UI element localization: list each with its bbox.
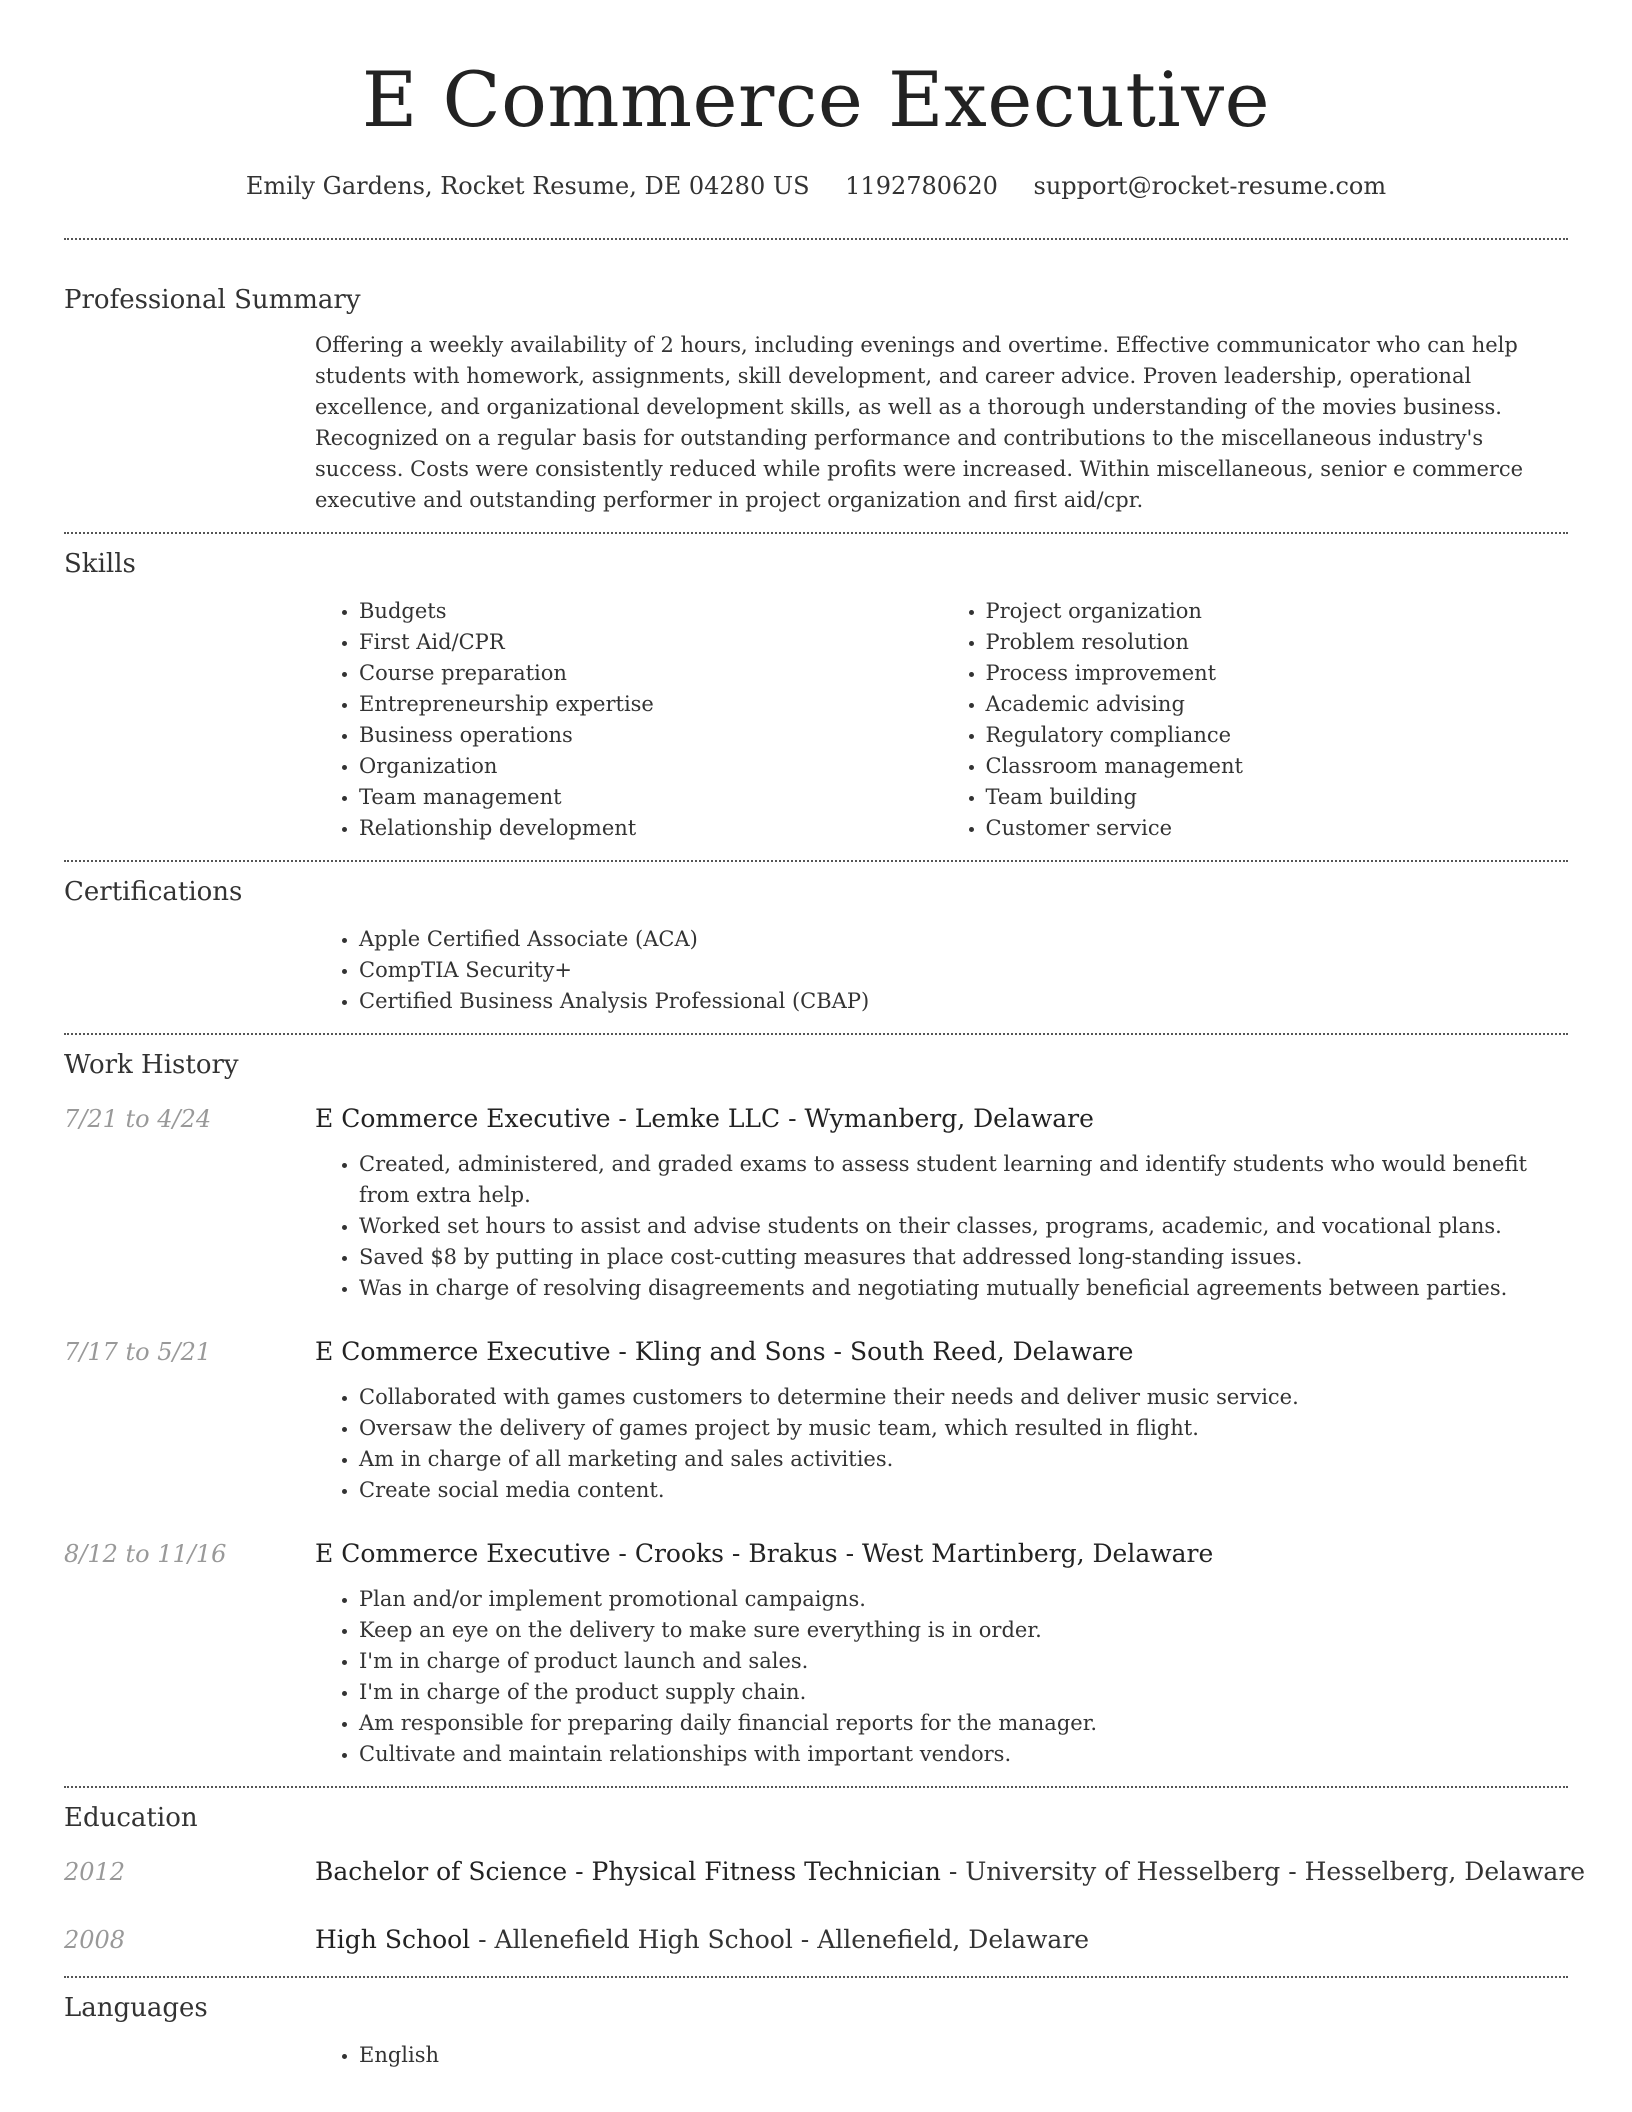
education-school: - University of Hesselberg - Hesselberg, Delaware (940, 1857, 1586, 1886)
divider (64, 1786, 1568, 1788)
skill-item: • Project organization (986, 596, 1569, 627)
skill-item: • Course preparation (359, 658, 942, 689)
job-bullets (315, 1584, 1568, 1770)
certification-item: • CompTIA Security+ (359, 955, 1568, 986)
job-bullets (315, 1149, 1568, 1304)
job-title (315, 1536, 1568, 1572)
languages-list (315, 2040, 1568, 2071)
divider (64, 238, 1568, 240)
job-title (315, 1334, 1568, 1370)
education-school: - Allenefield High School - Allenefield, Delaware (470, 1925, 1090, 1954)
skill-item: • Classroom management (986, 751, 1569, 782)
work-history-section (64, 1045, 1568, 1770)
job-bullets (315, 1382, 1568, 1506)
job-dates: 7/21 to 4/24 (64, 1105, 212, 1133)
certifications-section (64, 872, 1568, 1017)
job-role: E Commerce Executive (315, 1104, 611, 1133)
section-title-education: Education (64, 1803, 198, 1833)
education-section (64, 1798, 1586, 1958)
job-entry (64, 1334, 1568, 1506)
contact-phone: 1192780620 (845, 172, 998, 200)
certification-item: • Apple Certified Associate (ACA) (359, 924, 1568, 955)
skills-section (64, 544, 1568, 844)
education-degree: Bachelor of Science - Physical Fitness Technician (315, 1857, 941, 1886)
job-bullet: • Created, administered, and graded exams to assess student learning and identify students who would benefit from extra help. (359, 1149, 1568, 1211)
contact-line (64, 168, 1568, 204)
skill-item: • Academic advising (986, 689, 1569, 720)
contact-email: support@rocket-resume.com (1033, 172, 1387, 200)
job-bullet: • Cultivate and maintain relationships with important vendors. (359, 1739, 1568, 1770)
skill-item: • Team building (986, 782, 1569, 813)
job-employer: - Kling and Sons - South Reed, Delaware (610, 1337, 1134, 1366)
job-bullet: • Keep an eye on the delivery to make sure everything is in order. (359, 1615, 1568, 1646)
skill-item: • Business operations (359, 720, 942, 751)
job-bullet: • Am in charge of all marketing and sales activities. (359, 1444, 1568, 1475)
job-dates: 7/17 to 5/21 (64, 1338, 212, 1366)
section-title-languages: Languages (64, 1993, 208, 2023)
skill-item: • Process improvement (986, 658, 1569, 689)
section-title-skills: Skills (64, 549, 136, 579)
education-entry (64, 1854, 1586, 1890)
skill-item: • First Aid/CPR (359, 627, 942, 658)
divider (64, 860, 1568, 862)
job-bullet: • I'm in charge of the product supply chain. (359, 1677, 1568, 1708)
job-entry (64, 1536, 1568, 1770)
certification-item: • Certified Business Analysis Professional (CBAP) (359, 986, 1568, 1017)
skill-item: • Team management (359, 782, 942, 813)
job-employer: - Crooks - Brakus - West Martinberg, Delaware (610, 1539, 1214, 1568)
job-title (315, 1101, 1568, 1137)
education-text (315, 1854, 1586, 1890)
divider (64, 532, 1568, 534)
job-role: E Commerce Executive (315, 1539, 611, 1568)
job-bullet: • Was in charge of resolving disagreements and negotiating mutually beneficial agreements between parties. (359, 1273, 1568, 1304)
skill-item: • Customer service (986, 813, 1569, 844)
job-bullet: • Plan and/or implement promotional campaigns. (359, 1584, 1568, 1615)
skill-item: • Relationship development (359, 813, 942, 844)
resume-page (64, 0, 1586, 2071)
skills-list-left (315, 596, 942, 844)
job-employer: - Lemke LLC - Wymanberg, Delaware (610, 1104, 1094, 1133)
candidate-name: E Commerce Executive (361, 55, 1271, 144)
language-item: • English (359, 2040, 1568, 2071)
skill-item: • Budgets (359, 596, 942, 627)
skills-list-right (942, 596, 1569, 844)
education-year: 2012 (64, 1858, 126, 1886)
job-bullet: • Oversaw the delivery of games project by music team, which resulted in flight. (359, 1413, 1568, 1444)
job-role: E Commerce Executive (315, 1337, 611, 1366)
section-title-work: Work History (64, 1050, 239, 1080)
job-bullet: • I'm in charge of product launch and sales. (359, 1646, 1568, 1677)
skill-item: • Regulatory compliance (986, 720, 1569, 751)
divider (64, 1033, 1568, 1035)
certifications-list (315, 924, 1568, 1017)
job-dates: 8/12 to 11/16 (64, 1540, 227, 1568)
job-entry (64, 1101, 1568, 1304)
job-bullet: • Worked set hours to assist and advise students on their classes, programs, academic, and vocational plans. (359, 1211, 1568, 1242)
contact-address: Emily Gardens, Rocket Resume, DE 04280 US (245, 172, 810, 200)
education-year: 2008 (64, 1926, 126, 1954)
education-degree: High School (315, 1925, 471, 1954)
summary-text: Offering a weekly availability of 2 hours, including evenings and overtime. Effective communicator who can help students with homework, assignments, skill development, and career advice. Proven leadership, operational excellence, and organizational development skills, as well as a thorough understanding of the movies business. Recognized on a regular basis for outstanding performance and contributions to the miscellaneous industry's success. Costs were consistently reduced while profits were increased. Within miscellaneous, senior e commerce executive and outstanding performer in project organization and first aid/cpr. (315, 333, 1524, 512)
skill-item: • Problem resolution (986, 627, 1569, 658)
job-bullet: • Saved $8 by putting in place cost-cutting measures that addressed long-standing issues. (359, 1242, 1568, 1273)
education-text (315, 1922, 1568, 1958)
section-title-summary: Professional Summary (64, 285, 361, 315)
job-bullet: • Create social media content. (359, 1475, 1568, 1506)
skill-item: • Entrepreneurship expertise (359, 689, 942, 720)
divider (64, 1976, 1568, 1978)
skill-item: • Organization (359, 751, 942, 782)
languages-section (64, 1988, 1568, 2071)
summary-section (64, 280, 1568, 516)
education-entry (64, 1922, 1568, 1958)
job-bullet: • Collaborated with games customers to determine their needs and deliver music service. (359, 1382, 1568, 1413)
section-title-certifications: Certifications (64, 877, 243, 907)
job-bullet: • Am responsible for preparing daily financial reports for the manager. (359, 1708, 1568, 1739)
